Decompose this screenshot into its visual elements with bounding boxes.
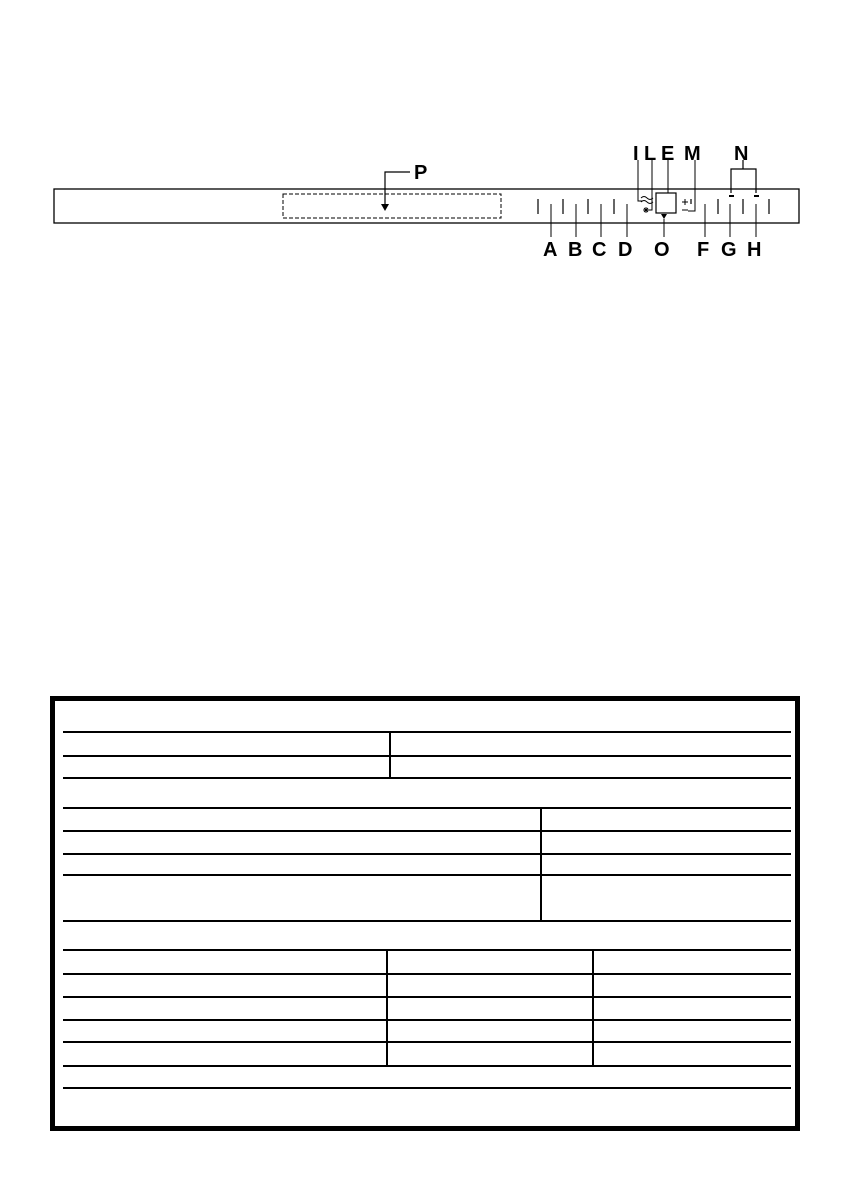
column-divider [389, 731, 391, 779]
column-divider [386, 949, 388, 1067]
table-row [63, 996, 791, 998]
led-indicator-2 [754, 195, 759, 197]
table-row [63, 1087, 791, 1089]
arrow-p [381, 204, 389, 211]
table-row [63, 755, 791, 757]
leader-i [638, 160, 642, 201]
control-panel-diagram [0, 0, 851, 300]
spec-table [50, 696, 800, 1131]
column-divider [540, 807, 542, 922]
label-l: L [644, 143, 657, 165]
table-section-divider [63, 777, 791, 779]
label-h: H [747, 239, 762, 261]
table-row [63, 1019, 791, 1021]
table-section-divider [63, 1065, 791, 1067]
control-panel-strip [54, 189, 799, 223]
label-n: N [734, 143, 749, 165]
table-row [63, 830, 791, 832]
label-a: A [543, 239, 558, 261]
table-row [63, 853, 791, 855]
label-d: D [618, 239, 633, 261]
table-row [63, 949, 791, 951]
plus-minus-icon [682, 199, 691, 210]
label-o: O [654, 239, 670, 261]
table-row [63, 1041, 791, 1043]
digit-display-box [656, 193, 676, 213]
table-row [63, 874, 791, 876]
label-c: C [592, 239, 607, 261]
down-arrow-icon [661, 214, 667, 219]
label-m: M [684, 143, 701, 165]
label-e: E [661, 143, 675, 165]
display-area [283, 194, 501, 218]
table-row [63, 807, 791, 809]
label-g: G [721, 239, 737, 261]
table-row [63, 731, 791, 733]
label-f: F [697, 239, 710, 261]
led-indicator-1 [729, 195, 734, 197]
table-row [63, 973, 791, 975]
fan-icon [641, 197, 653, 204]
table-section-divider [63, 920, 791, 922]
label-b: B [568, 239, 583, 261]
label-p: P [414, 162, 428, 184]
column-divider [592, 949, 594, 1067]
label-i: I [633, 143, 639, 165]
